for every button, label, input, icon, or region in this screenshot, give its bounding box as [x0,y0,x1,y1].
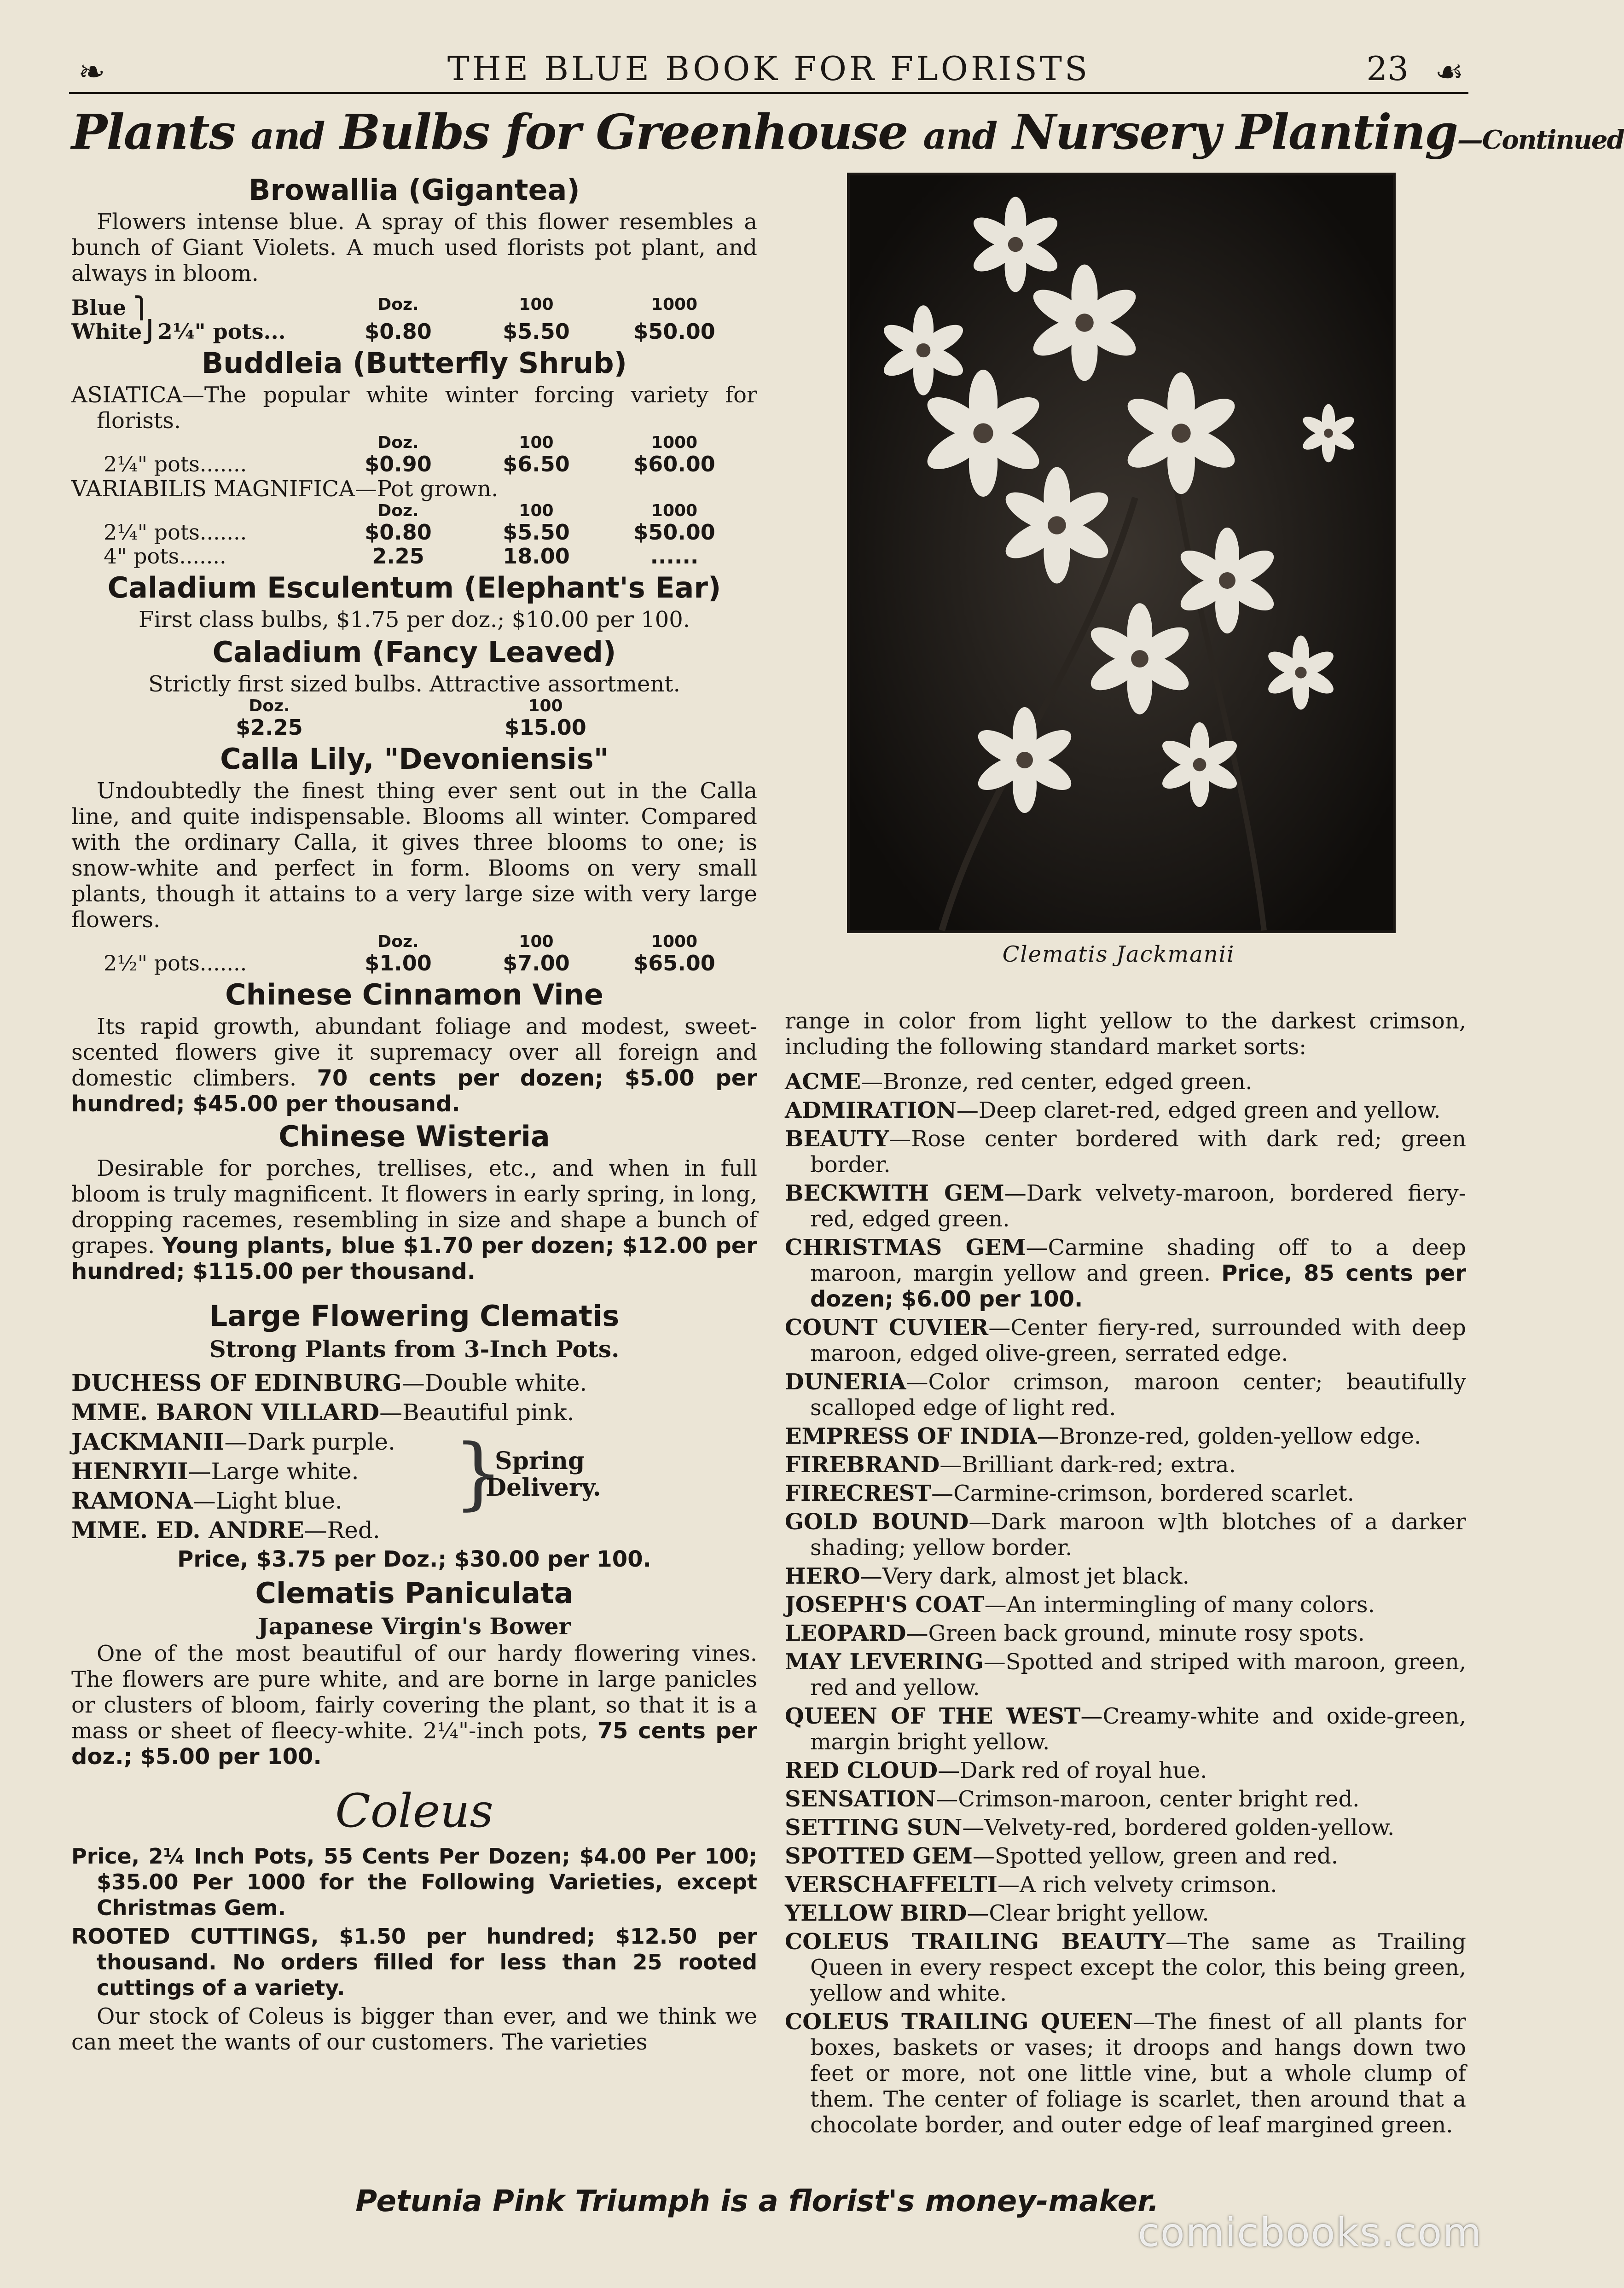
list-item [785,1758,1466,1783]
variety-description: —Creamy-white and oxide-green, margin bright yellow. [810,1703,1466,1755]
list-item: MME. ED. ANDRE—Red. [71,1516,380,1544]
coleus-variety-list [785,1069,1466,2138]
brace-icon: } [453,1428,504,1519]
caladium-fancy-heading: Caladium (Fancy Leaved) [212,635,616,669]
header-rule [69,92,1468,94]
clematis-photo [847,173,1396,933]
variety-description: —Carmine shading off to a deep maroon, margin yellow and green. [810,1235,1466,1286]
variety-name: COUNT CUVIER [785,1315,989,1341]
buddleia-variabilis-prices: Doz. 100 1000 2¼" pots....... $0.80 $5.50 $50.00 4" pots....... 2.25 18.00 ...... [104,501,715,569]
buddleia-heading: Buddleia (Butterfly Shrub) [202,346,627,380]
list-item [785,1843,1466,1869]
variety-name: LEOPARD [785,1620,906,1646]
variety-price: Price, 85 cents per dozen; $6.00 per 100. [810,1260,1467,1312]
wisteria-description: Desirable for porches, trellises, etc., and when in full bloom is truly magnificent. It flowers in early spring, in long, dropping racemes, resembling in size and shape a bunch of grapes. Young plants, blue $1.70 per dozen; $12.00 per hundred; $115.00 per thousand. [71,1156,758,1284]
list-item [785,1069,1466,1095]
variety-name: SENSATION [785,1786,936,1812]
variety-name: EMPRESS OF INDIA [785,1423,1037,1449]
variety-description: —The same as Trailing Queen in every respect except the color, this being green, yellow and white. [810,1929,1466,2006]
clematis-heading: Large Flowering Clematis [209,1299,620,1333]
caladium-esculentum-heading: Caladium Esculentum (Elephant's Ear) [107,571,721,604]
variety-description: —Color crimson, maroon center; beautifully scalloped edge of light red. [810,1369,1466,1421]
variety-name: CHRISTMAS GEM [785,1235,1026,1260]
coleus-heading: Coleus [335,1784,493,1838]
browallia-heading: Browallia (Gigantea) [249,173,580,207]
variety-name: VERSCHAFFELTI [785,1872,998,1898]
list-item [785,1481,1466,1506]
list-item [785,1900,1466,1926]
variety-name: BECKWITH GEM [785,1180,1004,1206]
variety-description: —Green back ground, minute rosy spots. [906,1620,1365,1646]
variety-name: ADMIRATION [785,1098,957,1123]
variety-name: COLEUS TRAILING BEAUTY [785,1929,1166,1955]
variety-name: GOLD BOUND [785,1509,969,1535]
variety-description: —Bronze, red center, edged green. [861,1069,1253,1095]
list-item: RAMONA—Light blue. [71,1487,342,1514]
variety-name: SPOTTED GEM [785,1843,973,1869]
clematis-subheading: Strong Plants from 3-Inch Pots. [209,1336,620,1363]
variety-description: —Spotted and striped with maroon, green, red and yellow. [810,1649,1466,1701]
variety-description: —Bronze-red, golden-yellow edge. [1037,1423,1421,1449]
list-item [785,1592,1466,1618]
footer-tagline: Petunia Pink Triumph is a florist's money-maker. [355,2184,1159,2218]
variety-description: —Clear bright yellow. [967,1900,1209,1926]
variety-description: —A rich velvety crimson. [997,1872,1277,1898]
paniculata-description: One of the most beautiful of our hardy flowering vines. The flowers are pure white, and are borne in large panicles or clusters of bloom, fairly covering the plant, so that it is a mass or sheet of fleecy-white. 2¼"-inch pots, 75 cents per doz.; $5.00 per 100. [71,1641,758,1770]
variety-name: RED CLOUD [785,1758,938,1783]
cinnamon-vine-description: Its rapid growth, abundant foliage and modest, sweet-scented flowers give it supremacy over all foreign and domestic climbers. 70 cents per dozen; $5.00 per hundred; $45.00 per thousand. [71,1014,758,1117]
variety-name: SETTING SUN [785,1815,963,1841]
variety-description: —An intermingling of many colors. [984,1592,1375,1618]
right-ornament-icon: ☙ [1435,53,1464,91]
list-item [785,1452,1466,1478]
variety-name: DUNERIA [785,1369,906,1395]
list-item [785,1563,1466,1589]
variety-description: —Crimson-maroon, center bright red. [936,1786,1360,1812]
calla-prices: Doz. 100 1000 2½" pots....... $1.00 $7.00 $65.00 [104,932,715,976]
browallia-price-table: Blue ⎫ Doz. 100 1000 White⎭2¼" pots... $0.80 $5.50 $50.00 [71,295,715,344]
list-item: MME. BARON VILLARD—Beautiful pink. [71,1399,574,1426]
variety-name: MAY LEVERING [785,1649,984,1675]
list-item: DUCHESS OF EDINBURG—Double white. [71,1369,587,1396]
list-item [785,1423,1466,1449]
browallia-description: Flowers intense blue. A spray of this flower resembles a bunch of Giant Violets. A much used florists pot plant, and always in bloom. [71,209,757,286]
variety-description: —Spotted yellow, green and red. [972,1843,1338,1869]
variety-description: —Velvety-red, bordered golden-yellow. [962,1815,1395,1841]
caladium-fancy-text: Strictly first sized bulbs. Attractive assortment. [148,671,680,697]
caladium-esculentum-text: First class bulbs, $1.75 per doz.; $10.00 per 100. [138,607,690,633]
list-item [785,1235,1466,1312]
list-item [785,1815,1466,1841]
variety-description: —Deep claret-red, edged green and yellow. [956,1098,1441,1123]
clematis-variety-list [71,1368,757,1545]
wisteria-heading: Chinese Wisteria [278,1120,550,1153]
variety-description: —Brilliant dark-red; extra. [940,1452,1236,1478]
list-item: HENRYII—Large white. [71,1458,359,1485]
variety-name: FIRECREST [785,1481,932,1506]
list-item [785,1929,1466,2006]
coleus-stock-continued: range in color from light yellow to the darkest crimson, including the following standard market sorts: [785,1008,1466,1060]
right-column [785,1008,1466,2141]
variety-description: —The finest of all plants for boxes, baskets or vases; it droops and hangs down two feet or more, not one little vine, but a whole clump of them. The center of foliage is scarlet, then around that a chocolate border, and outer edge of leaf margined green. [810,2009,1466,2138]
list-item [785,1509,1466,1561]
variety-description: —Dark red of royal hue. [938,1758,1207,1783]
left-ornament-icon: ❧ [78,53,105,91]
watermark: comicbooks.com [1137,2210,1482,2256]
calla-description: Undoubtedly the finest thing ever sent out in the Calla line, and quite indispensable. Blooms all winter. Compared with the ordinary Calla, it gives three blooms to one; is snow-white and perfect in form. Blooms on very small plants, though it attains to a very large size with very large flowers. [71,778,757,933]
clematis-price: Price, $3.75 per Doz.; $30.00 per 100. [177,1546,651,1572]
coleus-price-paragraph: Price, 2¼ Inch Pots, 55 Cents Per Dozen; $4.00 Per 100; $35.00 Per 1000 for the Following Varieties, except Christmas Gem. [71,1844,757,1920]
left-column [71,170,757,2055]
running-title: THE BLUE BOOK FOR FLORISTS [447,49,1090,88]
variety-name: YELLOW BIRD [785,1900,967,1926]
variety-name: BEAUTY [785,1126,889,1152]
list-item [785,1369,1466,1421]
variety-name: ACME [785,1069,861,1095]
photo-caption: Clematis Jackmanii [1002,941,1235,967]
variety-name: QUEEN OF THE WEST [785,1703,1081,1729]
page-title: Plants and Bulbs for Greenhouse and Nursery Planting—Continued [71,104,1624,160]
list-item: JACKMANII—Dark purple. [71,1428,395,1455]
variety-name: COLEUS TRAILING QUEEN [785,2009,1133,2035]
buddleia-asiatica-prices: Doz. 100 1000 2¼" pots....... $0.90 $6.50 $60.00 [104,433,715,476]
buddleia-asiatica: ASIATICA—The popular white winter forcing variety for florists. [71,382,757,434]
variety-description: —Rose center bordered with dark red; green border. [810,1126,1466,1178]
list-item [785,1703,1466,1755]
variety-name: FIREBRAND [785,1452,940,1478]
page-number: 23 [1366,49,1409,88]
buddleia-variabilis: VARIABILIS MAGNIFICA—Pot grown. [71,476,499,502]
variety-description: —Very dark, almost jet black. [860,1563,1189,1589]
paniculata-subheading: Japanese Virgin's Bower [257,1613,571,1640]
caladium-fancy-prices: Doz. 100 $2.25 $15.00 [236,697,586,740]
list-item [785,1180,1466,1232]
list-item [785,1098,1466,1123]
list-item [785,1315,1466,1366]
variety-description: —Dark maroon w]th blotches of a darker shading; yellow border. [810,1509,1467,1561]
list-item [785,1872,1466,1898]
coleus-stock-text: Our stock of Coleus is bigger than ever, and we think we can meet the wants of our customers. The varieties [71,2003,757,2055]
coleus-rooted-cuttings: ROOTED CUTTINGS, $1.50 per hundred; $12.50 per thousand. No orders filled for less than 25 rooted cuttings of a variety. [71,1924,757,2000]
spring-delivery-note: Spring Delivery. [486,1447,601,1502]
list-item [785,1649,1466,1701]
calla-heading: Calla Lily, "Devoniensis" [220,742,609,776]
list-item [785,1620,1466,1646]
variety-description: —Carmine-crimson, bordered scarlet. [931,1481,1354,1506]
variety-description: —Dark velvety-maroon, bordered fiery-red, edged green. [810,1180,1466,1232]
list-item [785,2009,1466,2138]
variety-name: JOSEPH'S COAT [785,1592,985,1618]
list-item [785,1786,1466,1812]
cinnamon-vine-heading: Chinese Cinnamon Vine [225,978,603,1011]
paniculata-heading: Clematis Paniculata [255,1576,574,1610]
variety-name: HERO [785,1563,860,1589]
variety-description: —Center fiery-red, surrounded with deep maroon, edged olive-green, serrated edge. [810,1315,1467,1366]
list-item [785,1126,1466,1178]
running-header [69,48,1468,99]
